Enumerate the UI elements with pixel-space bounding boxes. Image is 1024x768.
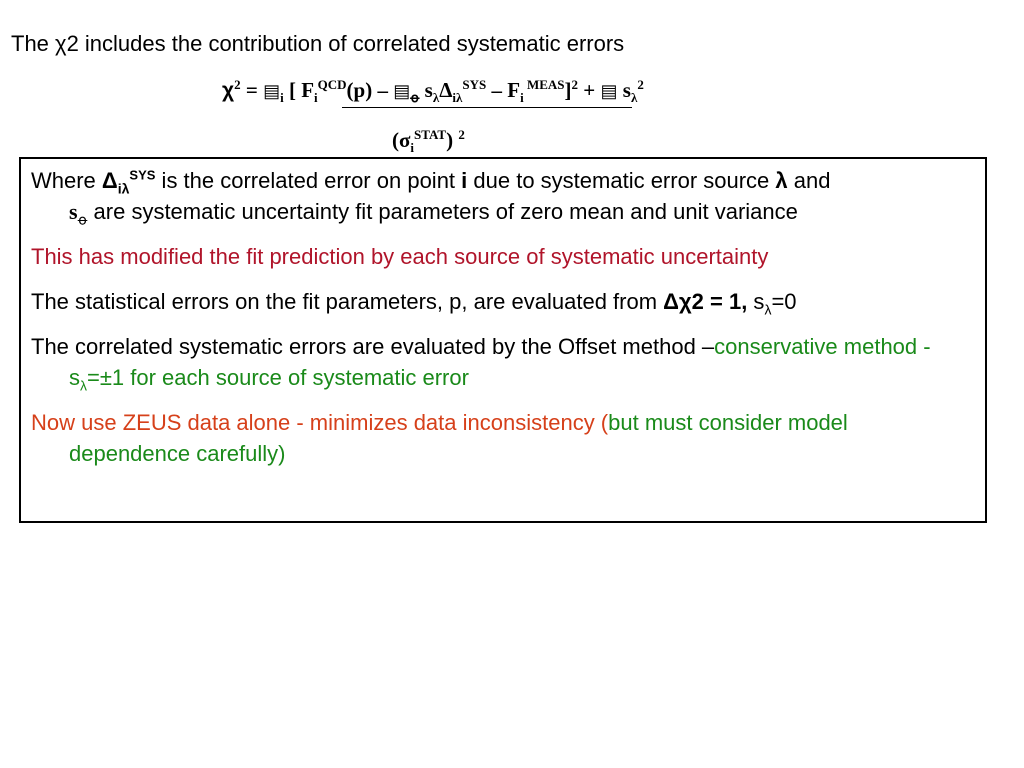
para-text: and — [787, 168, 831, 193]
paragraph-statistical-errors — [31, 286, 975, 317]
para-text: =0 — [771, 289, 797, 314]
formula-sup: QCD — [317, 77, 347, 92]
paragraph-where — [31, 165, 975, 227]
formula-text: ] — [564, 78, 572, 102]
formula-sub: iλ — [452, 90, 463, 106]
para-green: conservative method - s — [69, 334, 931, 390]
para-text: is the correlated error on point — [155, 168, 462, 193]
chi-symbol: χ — [222, 79, 235, 102]
para-text: are systematic uncertainty fit parameters of zero mean and unit variance — [87, 199, 798, 224]
denom-text: ) — [446, 128, 459, 152]
formula-text: – F — [486, 78, 521, 102]
formula-text: s — [617, 78, 631, 102]
para-text: Where — [31, 168, 102, 193]
paragraph-modified-fit: This has modified the fit prediction by each source of systematic uncertainty — [31, 244, 769, 269]
para-bold: Δχ2 = 1, — [663, 289, 748, 314]
para-sup: SYS — [129, 167, 156, 183]
para-bold: s — [69, 199, 78, 224]
para-text: The correlated systematic errors are evaluated by the Offset method – — [31, 334, 715, 359]
formula-text: Δ — [439, 78, 453, 102]
formula-text: s — [419, 78, 433, 102]
para-sub: ꝋ — [77, 211, 88, 228]
formula-text: + — [578, 78, 601, 102]
formula-sub: λ — [432, 90, 440, 106]
para-bold: i — [461, 168, 468, 193]
para-sub: iλ — [117, 180, 130, 197]
formula-sup: 2 — [637, 77, 644, 92]
formula-sup: MEAS — [523, 77, 565, 92]
denom-text: (σ — [392, 128, 411, 152]
para-text: s — [747, 289, 765, 314]
paragraph-offset-method — [31, 331, 975, 393]
para-green: =±1 for each source of systematic error — [87, 365, 469, 390]
para-text: due to systematic error source — [467, 168, 776, 193]
fraction-line — [342, 107, 632, 108]
formula-sub: λ — [630, 90, 638, 106]
slide-title: The χ2 includes the contribution of correlated systematic errors — [11, 31, 625, 56]
denom-sup: STAT — [414, 127, 447, 142]
para-bold: Δ — [101, 168, 118, 193]
sum-glyph-icon: ▤ — [393, 81, 411, 101]
para-text: The statistical errors on the fit parameters, p, are evaluated from — [31, 289, 664, 314]
paragraph-zeus-data — [31, 407, 975, 469]
formula-text: (p) – — [346, 78, 394, 102]
formula-sub: i — [520, 90, 524, 106]
para-bold: λ — [775, 168, 788, 193]
formula-sup: SYS — [462, 77, 487, 92]
para-green: but must consider model dependence carefully) — [69, 410, 848, 466]
sum-glyph-icon: ▤ — [600, 81, 618, 101]
para-sub: λ — [764, 301, 772, 318]
formula-text: [ F — [283, 78, 315, 102]
formula-denominator — [392, 126, 465, 154]
denom-sub: i — [410, 140, 415, 156]
formula-sub: i — [314, 90, 318, 106]
formula-sup: 2 — [571, 77, 579, 92]
formula-text: = — [240, 78, 264, 102]
para-orange: Now use ZEUS data alone - minimizes data inconsistency ( — [31, 410, 609, 435]
para-sub: λ — [80, 377, 87, 394]
explanation-box — [19, 157, 987, 523]
sum-glyph-icon: ▤ — [263, 81, 281, 101]
denom-sup: 2 — [458, 127, 465, 142]
formula-sub: i — [280, 90, 284, 106]
formula-sub: ꝋ — [410, 90, 420, 106]
chi-square-formula — [222, 76, 644, 105]
formula-sup: 2 — [234, 77, 241, 92]
